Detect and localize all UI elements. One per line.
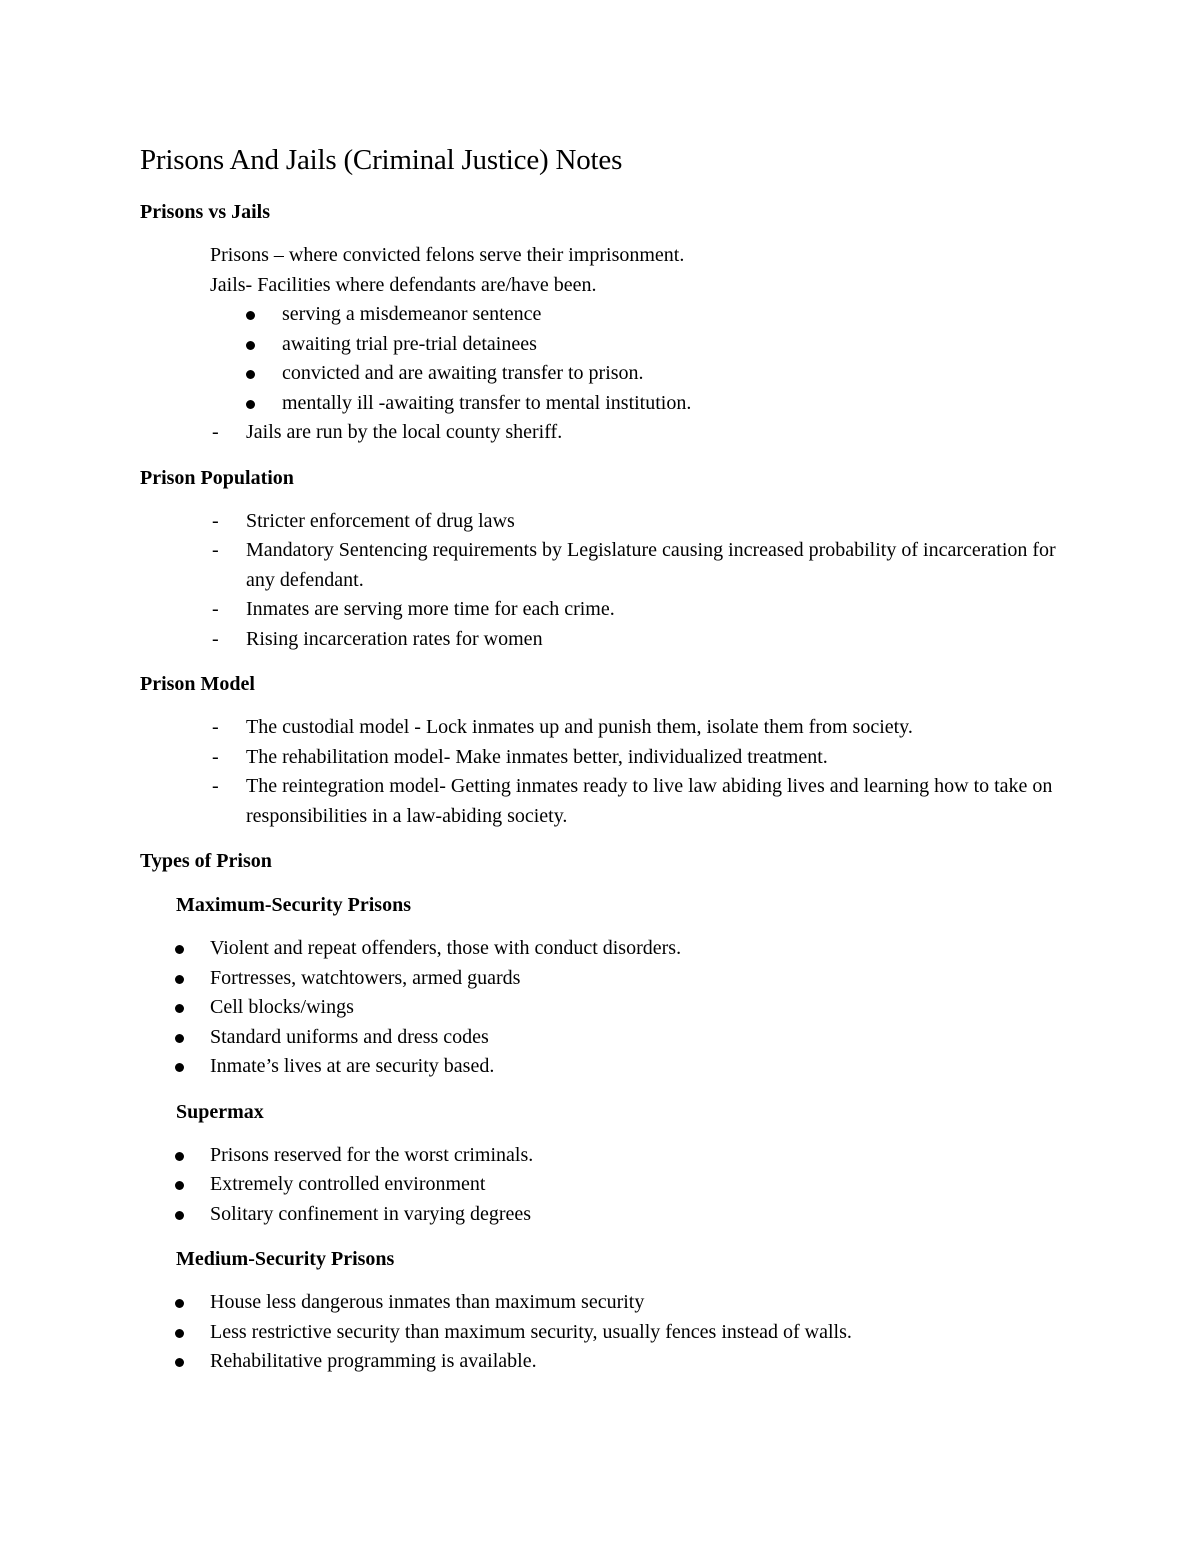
section-heading-types-of-prison: Types of Prison — [140, 850, 272, 872]
jails-definition: Jails- Facilities where defendants are/have been. — [210, 273, 597, 296]
list-item: Prisons reserved for the worst criminals. — [210, 1143, 534, 1166]
subheading-supermax: Supermax — [176, 1100, 264, 1123]
prisons-definition: Prisons – where convicted felons serve their imprisonment. — [210, 244, 685, 266]
list-item: Jails are run by the local county sheriff. — [246, 421, 563, 443]
document-title: Prisons And Jails (Criminal Justice) Notes — [140, 144, 623, 176]
subheading-maximum-security: Maximum-Security Prisons — [176, 894, 411, 916]
list-item: Cell blocks/wings — [210, 996, 354, 1018]
maximum-security-list — [140, 934, 1070, 1082]
list-item: Fortresses, watchtowers, armed guards — [210, 966, 521, 989]
model-list — [140, 713, 1070, 831]
list-item: serving a misdemeanor sentence — [282, 303, 542, 325]
list-item: Standard uniforms and dress codes — [210, 1025, 489, 1048]
list-item: Rising incarceration rates for women — [246, 627, 543, 650]
list-item: The rehabilitation model- Make inmates better, individualized treatment. — [246, 745, 828, 768]
list-item: Solitary confinement in varying degrees — [210, 1202, 532, 1225]
supermax-list — [140, 1141, 1070, 1230]
population-list — [140, 507, 1070, 655]
list-item: Extremely controlled environment — [210, 1173, 486, 1195]
list-item: Inmates are serving more time for each crime. — [246, 598, 615, 620]
document-page — [140, 138, 1070, 1377]
subheading-medium-security: Medium-Security Prisons — [176, 1248, 395, 1270]
list-item: Mandatory Sentencing requirements by Legislature causing increased probability of incarceration for any defendant. — [246, 539, 1056, 591]
list-item: Stricter enforcement of drug laws — [246, 509, 515, 532]
jails-bullet-list — [140, 300, 1070, 418]
list-item: Rehabilitative programming is available. — [210, 1350, 537, 1372]
list-item: The reintegration model- Getting inmates ready to live law abiding lives and learning how to take on responsibilities in a law-abiding society. — [246, 775, 1053, 827]
list-item: convicted and are awaiting transfer to prison. — [282, 362, 644, 384]
list-item: awaiting trial pre-trial detainees — [282, 332, 537, 355]
section-heading-prison-model: Prison Model — [140, 673, 255, 695]
section-heading-prison-population: Prison Population — [140, 466, 294, 489]
list-item: Violent and repeat offenders, those with conduct disorders. — [210, 937, 682, 959]
section-heading-prisons-vs-jails: Prisons vs Jails — [140, 201, 271, 223]
list-item: Less restrictive security than maximum security, usually fences instead of walls. — [210, 1320, 852, 1343]
medium-security-list — [140, 1288, 1070, 1377]
jails-dash-list — [140, 418, 1070, 448]
list-item: The custodial model - Lock inmates up and punish them, isolate them from society. — [246, 716, 913, 738]
list-item: Inmate’s lives at are security based. — [210, 1055, 495, 1077]
list-item: mentally ill -awaiting transfer to mental institution. — [282, 391, 692, 414]
list-item: House less dangerous inmates than maximum security — [210, 1291, 645, 1313]
